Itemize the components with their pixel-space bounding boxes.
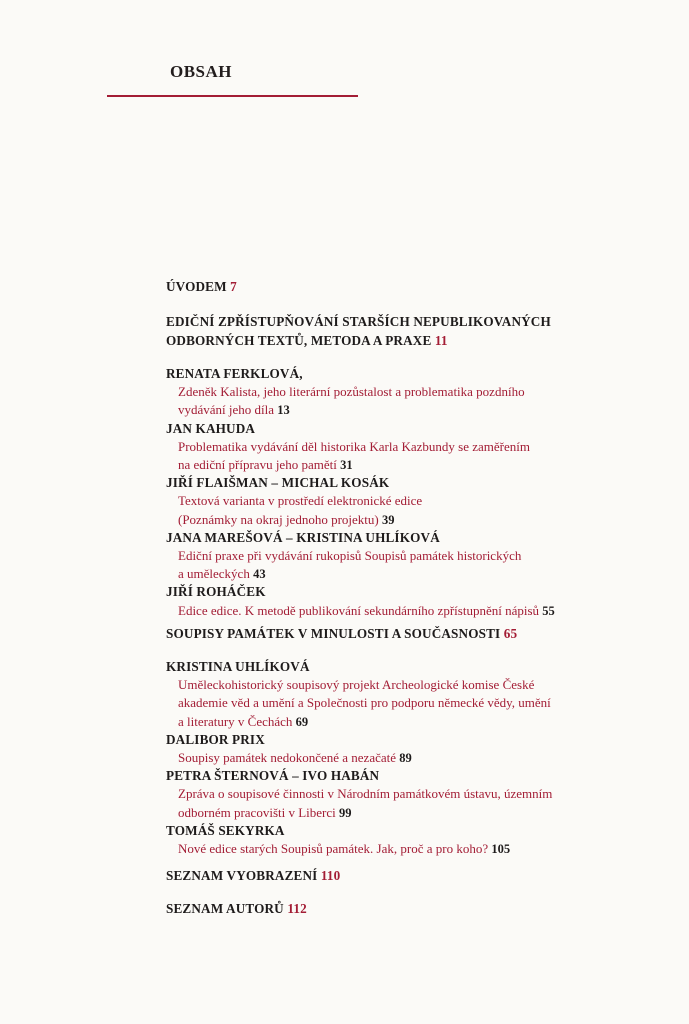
toc-entry <box>166 767 636 822</box>
entry-author: JAN KAHUDA <box>166 420 256 436</box>
toc-section-uvodem <box>166 276 636 298</box>
entry-page-number: 13 <box>277 403 290 418</box>
toc-entry <box>166 420 636 475</box>
entry-title-text: odborném pracovišti v Liberci <box>178 804 336 820</box>
section-label-line-2: ODBORNÝCH TEXTŮ, METODA A PRAXE <box>166 333 432 348</box>
entry-author: RENATA FERKLOVÁ, <box>166 366 303 381</box>
title-underline <box>107 95 358 97</box>
toc-entry <box>166 365 636 420</box>
entry-page-number: 99 <box>339 805 352 820</box>
entry-title-line <box>178 749 636 767</box>
toc-entry <box>166 658 636 731</box>
entry-title-text: Zpráva o soupisové činnosti v Národním památkovém ústavu, územním <box>178 786 553 802</box>
toc-entry <box>166 529 636 584</box>
section-page-number: 112 <box>287 901 307 916</box>
entry-title-line <box>178 840 636 858</box>
entry-title-line <box>178 438 636 456</box>
page-title: OBSAH <box>170 62 233 81</box>
toc-entry <box>166 822 636 858</box>
entry-title-line <box>178 492 636 510</box>
entry-title-text: a uměleckých <box>178 566 250 582</box>
entry-title-text: Soupisy památek nedokončené a nezačaté <box>178 750 397 766</box>
entry-title-text: (Poznámky na okraj jednoho projektu) <box>178 511 379 527</box>
entry-page-number: 69 <box>295 714 309 729</box>
entry-author: KRISTINA UHLÍKOVÁ <box>166 659 310 674</box>
section-page-number: 65 <box>503 626 518 641</box>
entry-author: JIŘÍ ROHÁČEK <box>166 584 266 600</box>
section-page-number: 110 <box>320 868 341 883</box>
entry-author: PETRA ŠTERNOVÁ – IVO HABÁN <box>166 768 380 784</box>
toc-section-soupisy <box>166 623 636 645</box>
entry-title-line <box>178 694 636 712</box>
entry-title-text: Uměleckohistorický soupisový projekt Archeologické komise České <box>178 677 535 693</box>
entry-title-text: na ediční přípravu jeho pamětí <box>178 457 337 473</box>
toc-entry <box>166 583 636 619</box>
entry-title-line <box>178 401 636 419</box>
entry-title-text: Ediční praxe při vydávání rukopisů Soupisů památek historických <box>178 548 522 564</box>
entry-author: DALIBOR PRIX <box>166 731 265 747</box>
toc-entry <box>166 474 636 529</box>
entry-author: JANA MAREŠOVÁ – KRISTINA UHLÍKOVÁ <box>166 529 440 545</box>
entry-title-line <box>178 383 636 401</box>
entry-title-text: akademie věd a umění a Společnosti pro podporu německé vědy, umění <box>178 695 551 711</box>
toc-section-autoru <box>166 898 636 920</box>
section-page-number: 11 <box>434 333 448 348</box>
section-label-line-1: EDIČNÍ ZPŘÍSTUPŇOVÁNÍ STARŠÍCH NEPUBLIKOVANÝCH <box>166 314 551 329</box>
section-label: SEZNAM AUTORŮ <box>166 901 284 916</box>
entry-title-line <box>178 511 636 529</box>
entry-page-number: 105 <box>491 842 511 857</box>
entry-title-line <box>178 565 636 583</box>
toc-section-edicni <box>166 312 636 350</box>
toc-entries-group-1 <box>166 365 636 620</box>
entry-page-number: 43 <box>253 567 266 582</box>
section-page-number: 7 <box>230 279 237 294</box>
entry-title-text: vydávání jeho díla <box>178 402 275 418</box>
entry-title-line <box>178 676 636 694</box>
entry-title-text: Edice edice. K metodě publikování sekundárního zpřístupnění nápisů <box>178 602 540 618</box>
entry-title-text: Nové edice starých Soupisů památek. Jak, proč a pro koho? <box>178 841 489 857</box>
toc-section-vyobrazeni <box>166 865 636 887</box>
section-label: ÚVODEM <box>166 279 227 294</box>
entry-title-line <box>178 804 636 822</box>
entry-title-text: a literatury v Čechách <box>178 713 293 729</box>
entry-title-line <box>178 713 636 731</box>
entry-title-line <box>178 785 636 803</box>
entry-page-number: 39 <box>381 512 395 527</box>
section-label: SOUPISY PAMÁTEK V MINULOSTI A SOUČASNOSTI <box>166 626 501 641</box>
toc-entries-group-2 <box>166 658 636 858</box>
toc-entry <box>166 731 636 767</box>
entry-author: JIŘÍ FLAIŠMAN – MICHAL KOSÁK <box>166 475 390 491</box>
entry-title-line <box>178 547 636 565</box>
entry-page-number: 31 <box>340 458 353 473</box>
entry-title-text: Problematika vydávání děl historika Karla Kazbundy se zaměřením <box>178 438 530 454</box>
section-label: SEZNAM VYOBRAZENÍ <box>166 868 318 883</box>
entry-title-line <box>178 602 636 620</box>
entry-title-text: Textová varianta v prostředí elektronické edice <box>178 493 423 509</box>
entry-title-text: Zdeněk Kalista, jeho literární pozůstalost a problematika pozdního <box>178 384 525 400</box>
entry-title-line <box>178 456 636 474</box>
entry-author: TOMÁŠ SEKYRKA <box>166 822 285 838</box>
entry-page-number: 89 <box>399 751 412 766</box>
entry-page-number: 55 <box>542 603 555 618</box>
